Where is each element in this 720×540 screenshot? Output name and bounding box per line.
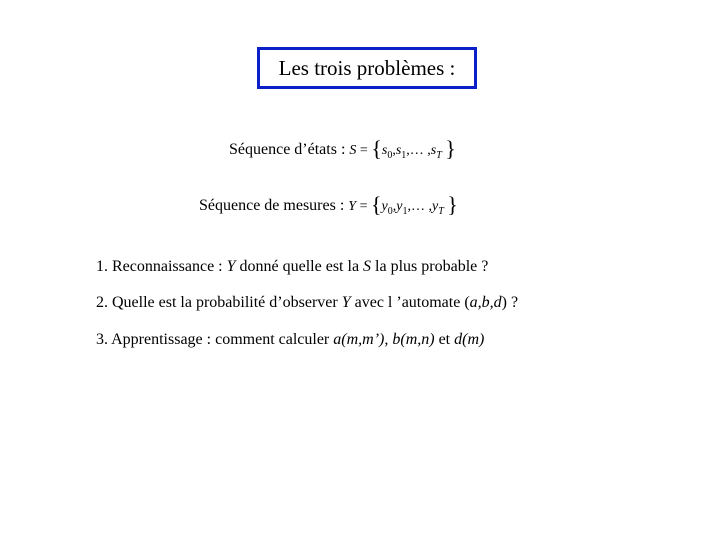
slide-title: Les trois problèmes : — [257, 47, 477, 89]
measure-sequence-formula: $Y = \{y_0,y_1,\dots$ $,y_T$ } — [348, 192, 458, 217]
problem-3: 3. Apprentissage : comment calculer a(m,m’), b(m,n) et d(m) — [96, 331, 485, 348]
measure-sequence-label: Séquence de mesures : — [199, 197, 345, 214]
state-sequence-label: Séquence d’états : — [229, 141, 346, 158]
state-sequence — [229, 136, 456, 162]
measure-sequence — [199, 192, 458, 218]
problem-2: 2. Quelle est la probabilité d’observer Y avec l ’automate (a,b,d) ? — [96, 294, 519, 311]
state-sequence-formula: $S = \{s_0,s_1,\dots$ $,s_T$ } — [349, 136, 456, 161]
problem-1: 1. Reconnaissance : Y donné quelle est la S la plus probable ? — [96, 258, 489, 275]
